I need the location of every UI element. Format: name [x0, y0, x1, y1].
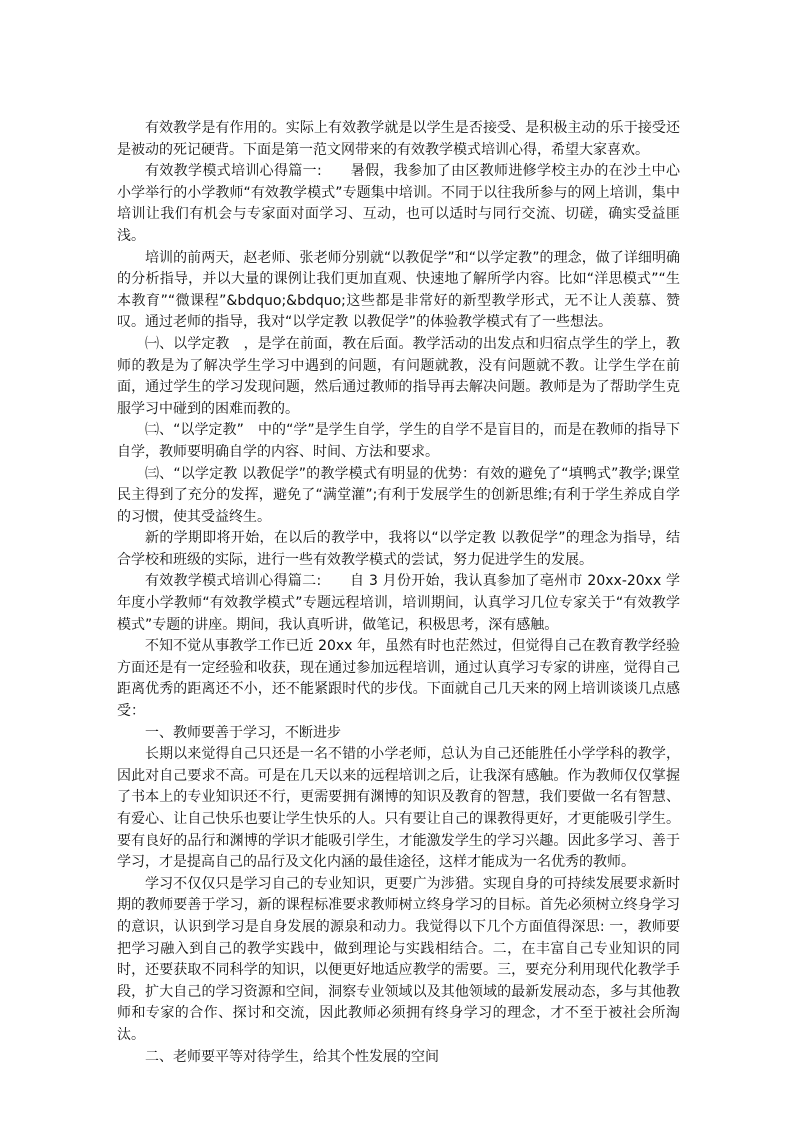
article-one-opening-paragraph: 有效教学模式培训心得篇一: 暑假，我参加了由区教师进修学校主办的在沙土中心小学举行的小学教师“有效教学模式”专题集中培训。不同于以往我所参与的网上培训，集中培训让我们有机会与专家面对面学习、互动，也可以适时与同行交流、切磋，确实受益匪浅。 — [117, 163, 680, 244]
point-one-paragraph: ㈠、以学定教 ，是学在前面，教在后面。教学活动的出发点和归宿点学生的学上，教师的教是为了解决学生学习中遇到的问题，有问题就教，没有问题就不教。让学生学在前面，通过学生的学习发现问题，然后通过教师的指导再去解决问题。教师是为了帮助学生克服学习中碰到的困难而教的。 — [117, 335, 680, 417]
point-three-paragraph: ㈢、“以学定教 以教促学”的教学模式有明显的优势：有效的避免了“填鸭式”教学;课堂民主得到了充分的发挥，避免了“满堂灌”;有利于发展学生的创新思维;有利于学生养成自学的习惯，使其受益终生。 — [117, 465, 680, 525]
article-two-opening-paragraph: 有效教学模式培训心得篇二: 自 3 月份开始，我认真参加了亳州市 20xx-20xx 学年度小学教师“有效教学模式”专题远程培训，培训期间，认真学习几位专家关于“有效教学模式”专题的讲座。期间，我认真听讲，做笔记，积极思考，深有感触。 — [117, 573, 680, 633]
intro-paragraph: 有效教学是有作用的。实际上有效教学就是以学生是否接受、是积极主动的乐于接受还是被动的死记硬背。下面是第一范文网带来的有效教学模式培训心得，希望大家喜欢。 — [117, 120, 680, 158]
teaching-experience-paragraph: 不知不觉从事教学工作已近 20xx 年，虽然有时也茫然过，但觉得自己在教育教学经验方面还是有一定经验和收获，现在通过参加远程培训，通过认真学习专家的讲座，觉得自己距离优秀的距离还不小，还不能紧跟时代的步伐。下面就自己几天来的网上培训谈谈几点感受： — [117, 638, 680, 720]
learning-reflection-paragraph: 长期以来觉得自己只还是一名不错的小学老师，总认为自己还能胜任小学学科的教学，因此对自己要求不高。可是在几天以来的远程培训之后，让我深有感触。作为教师仅仅掌握了书本上的专业知识还不行，更需要拥有渊博的知识及教育的智慧，我们要做一名有智慧、有爱心、让自己快乐也要让学生快乐的人。只有要让自己的课教得更好，才更能吸引学生。要有良好的品行和渊博的学识才能吸引学生，才能激发学生的学习兴趣。因此多学习、善于学习，才是提高自己的品行及文化内涵的最佳途径，这样才能成为一名优秀的教师。 — [117, 746, 680, 871]
point-two-paragraph: ㈡、“以学定教” 中的“学”是学生自学，学生的自学不是盲目的，而是在教师的指导下自学，教师要明确自学的内容、时间、方法和要求。 — [117, 422, 680, 460]
section-heading-one: 一、教师要善于学习，不断进步 — [145, 724, 341, 741]
new-semester-paragraph: 新的学期即将开始，在以后的教学中，我将以“以学定教 以教促学”的理念为指导，结合学校和班级的实际，进行一些有效教学模式的尝试，努力促进学生的发展。 — [117, 530, 680, 568]
lifelong-learning-paragraph: 学习不仅仅只是学习自己的专业知识，更要广为涉猎。实现自身的可持续发展要求新时期的教师要善于学习，新的课程标准要求教师树立终身学习的目标。首先必须树立终身学习的意识，认识到学习是自身发展的源泉和动力。我觉得以下几个方面值得深思: 一，教师要把学习融入到自己的教学实践中，做到理论与实践相结合。二，在丰富自己专业知识的同时，还要获取不同科学的知识，以便更好地适应教学的需要。三，要充分利用现代化教学手段，扩大自己的学习资源和空间，洞察专业领域以及其他领域的最新发展动态，多与其他教师和专家的合作、探讨和交流，因此教师必须拥有终身学习的理念，才不至于被社会所淘汰。 — [117, 875, 680, 1043]
document-body — [117, 118, 680, 1068]
section-heading-two: 二、老师要平等对待学生，给其个性发展的空间 — [145, 1048, 439, 1065]
training-first-days-paragraph: 培训的前两天，赵老师、张老师分别就“以教促学”和“以学定教”的理念，做了详细明确的分析指导，并以大量的课例让我们更加直观、快速地了解所学内容。比如“洋思模式”“生本教育”“微课程”&bdquo;&bdquo;这些都是非常好的新型教学形式，无不让人羡慕、赞叹。通过老师的指导，我对“以学定教 以教促学”的体验教学模式有了一些想法。 — [117, 249, 680, 331]
